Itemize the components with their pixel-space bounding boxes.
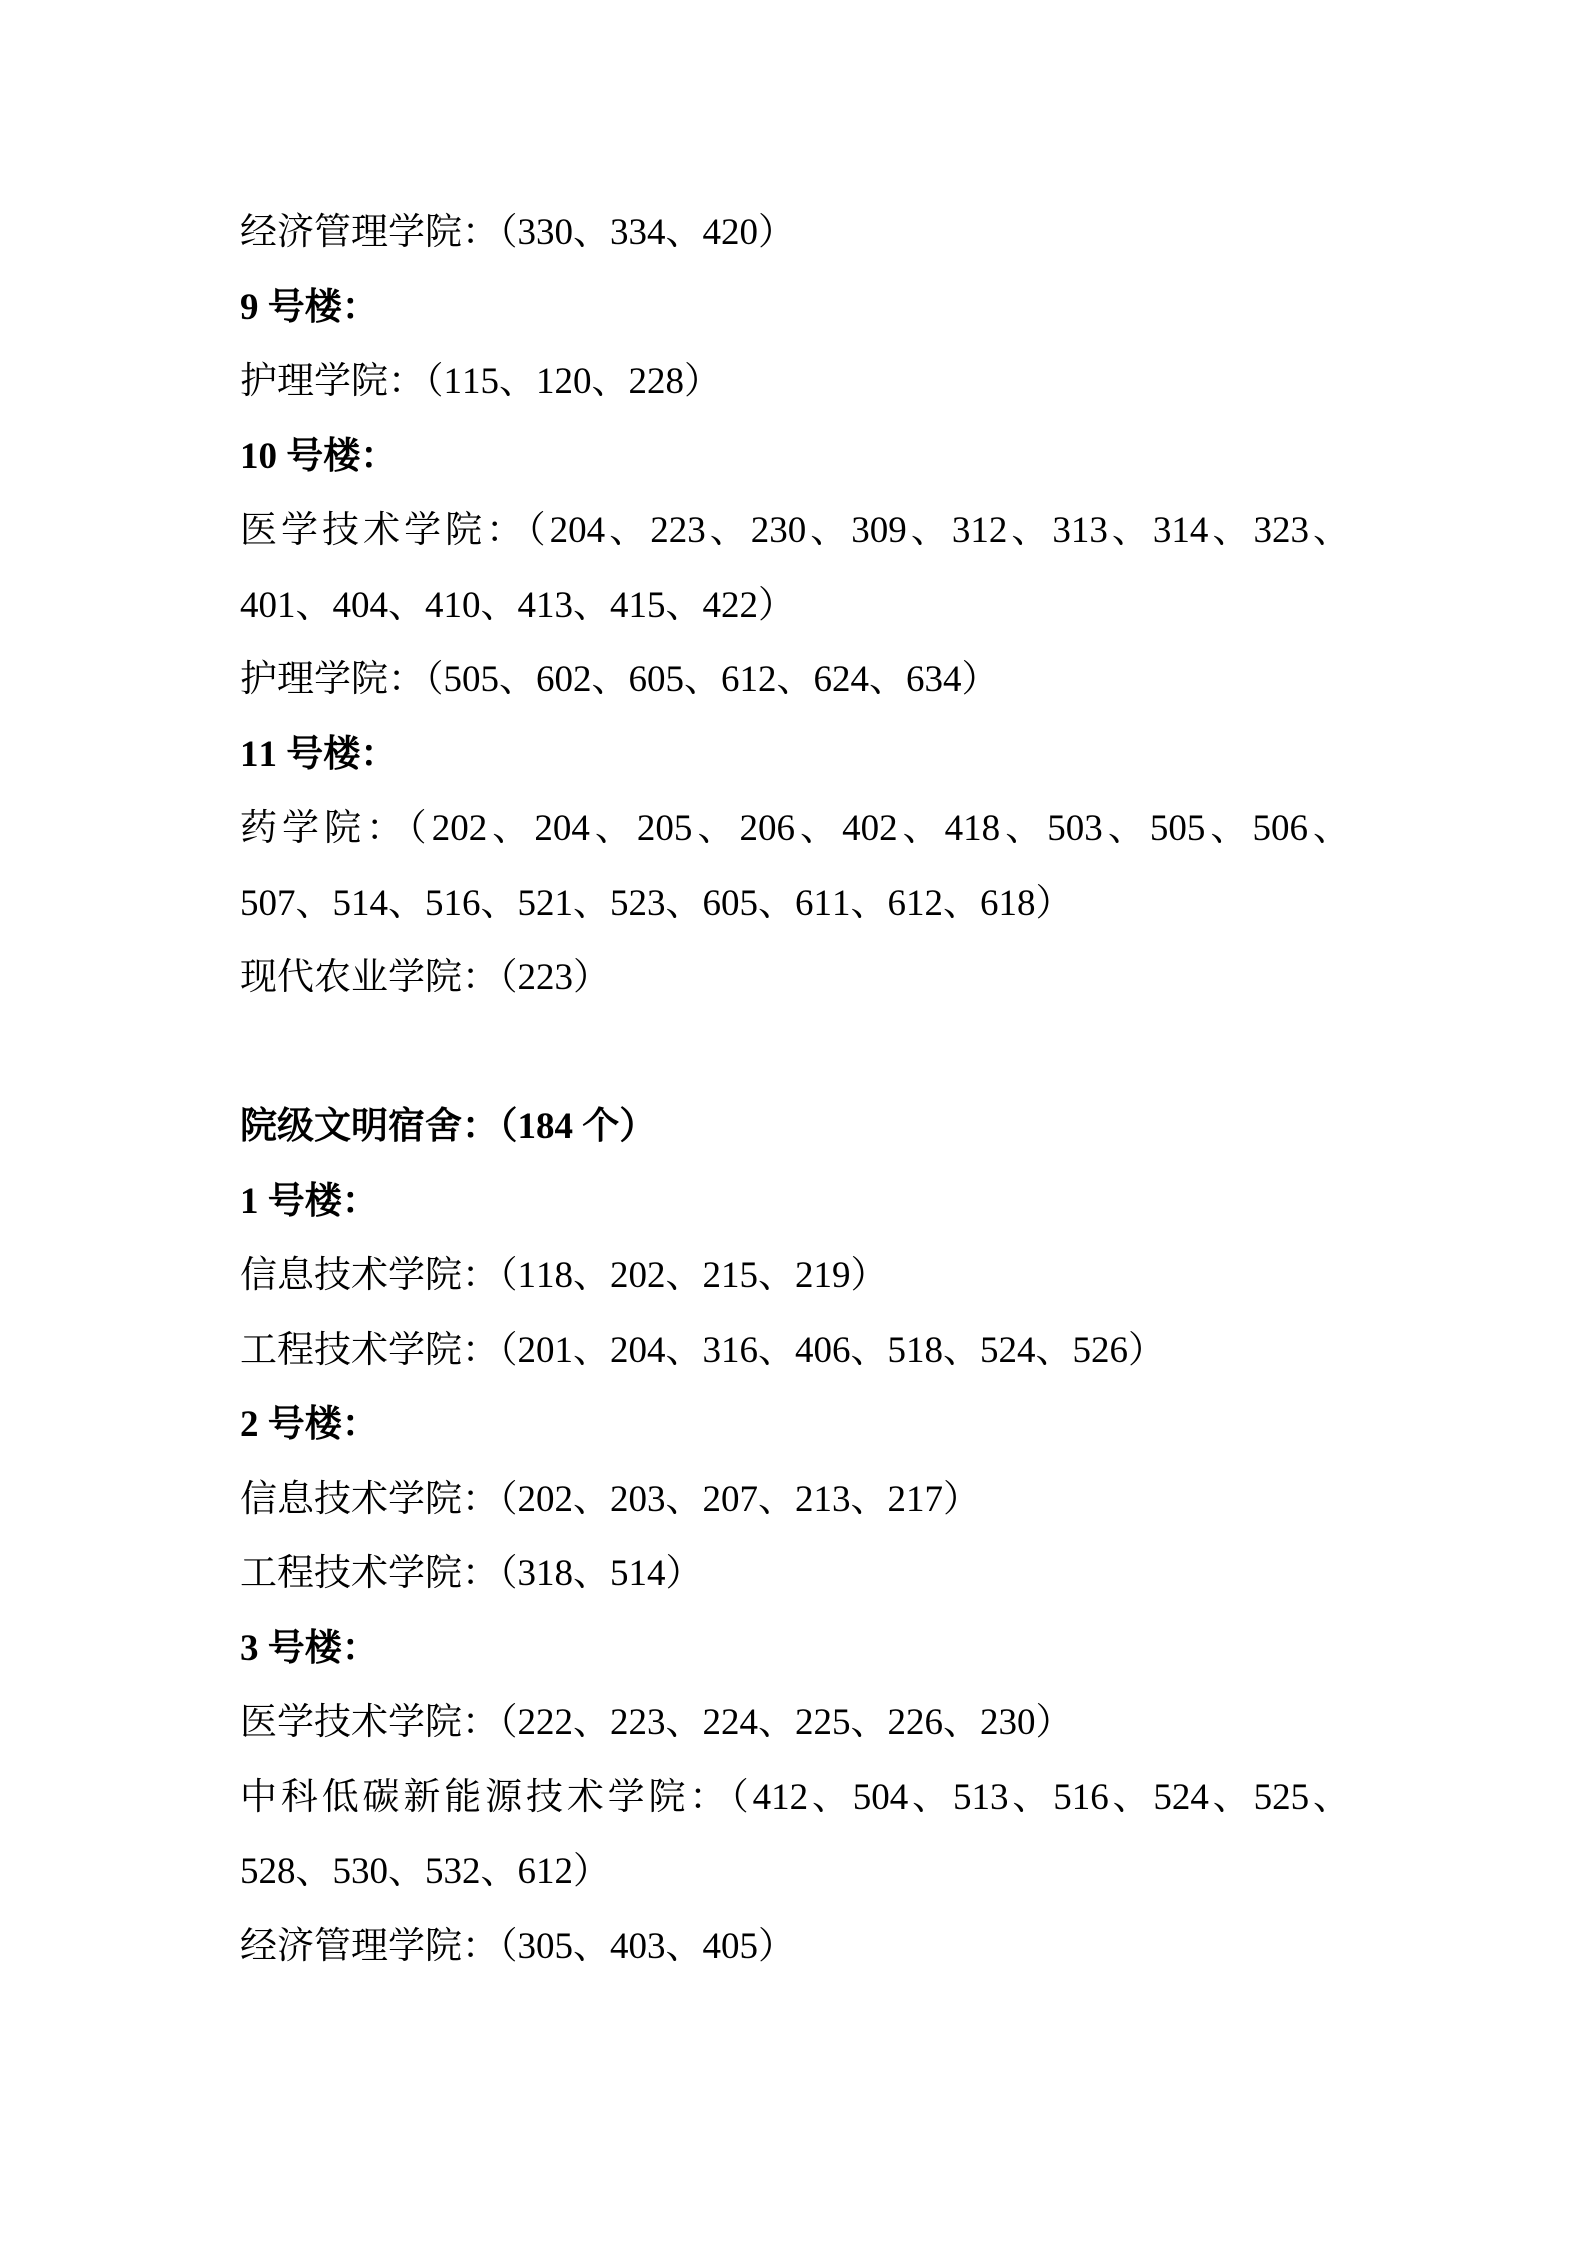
blank-line: [240, 1016, 1350, 1091]
college-rooms-line: 护理学院：（505、602、605、612、624、634）: [240, 659, 999, 700]
building-heading: 1 号楼：: [240, 1180, 379, 1222]
college-rooms-line: 医学技术学院：（204、223、230、309、312、313、314、323、: [240, 510, 1350, 551]
building-heading: 9 号楼：: [240, 286, 379, 328]
college-rooms-line: 药学院：（202、204、205、206、402、418、503、505、506、: [240, 808, 1350, 849]
college-rooms-line: 经济管理学院：（305、403、405）: [240, 1925, 795, 1967]
section-heading: 院级文明宿舍：（184 个）: [240, 1106, 657, 1147]
college-rooms-line: 护理学院：（115、120、228）: [240, 361, 721, 402]
rooms-continuation-line: 528、530、532、612）: [240, 1851, 610, 1892]
building-heading: 3 号楼：: [240, 1627, 379, 1669]
college-rooms-line: 中科低碳新能源技术学院：（412、504、513、516、524、525、: [240, 1776, 1350, 1818]
building-heading: 2 号楼：: [240, 1404, 379, 1445]
document-text-block: [240, 196, 1350, 1984]
building-heading: 10 号楼：: [240, 435, 398, 477]
college-rooms-line: 工程技术学院：（201、204、316、406、518、524、526）: [240, 1329, 1165, 1371]
college-rooms-line: 信息技术学院：（118、202、215、219）: [240, 1255, 888, 1296]
college-rooms-line: 医学技术学院：（222、223、224、225、226、230）: [240, 1702, 1073, 1743]
college-rooms-line: 工程技术学院：（318、514）: [240, 1553, 703, 1594]
college-rooms-line: 信息技术学院：（202、203、207、213、217）: [240, 1478, 980, 1520]
building-heading: 11 号楼：: [240, 733, 398, 775]
college-rooms-line: 经济管理学院：（330、334、420）: [240, 212, 795, 253]
college-rooms-line: 现代农业学院：（223）: [240, 957, 610, 998]
rooms-continuation-line: 401、404、410、413、415、422）: [240, 584, 795, 626]
rooms-continuation-line: 507、514、516、521、523、605、611、612、618）: [240, 882, 1073, 924]
